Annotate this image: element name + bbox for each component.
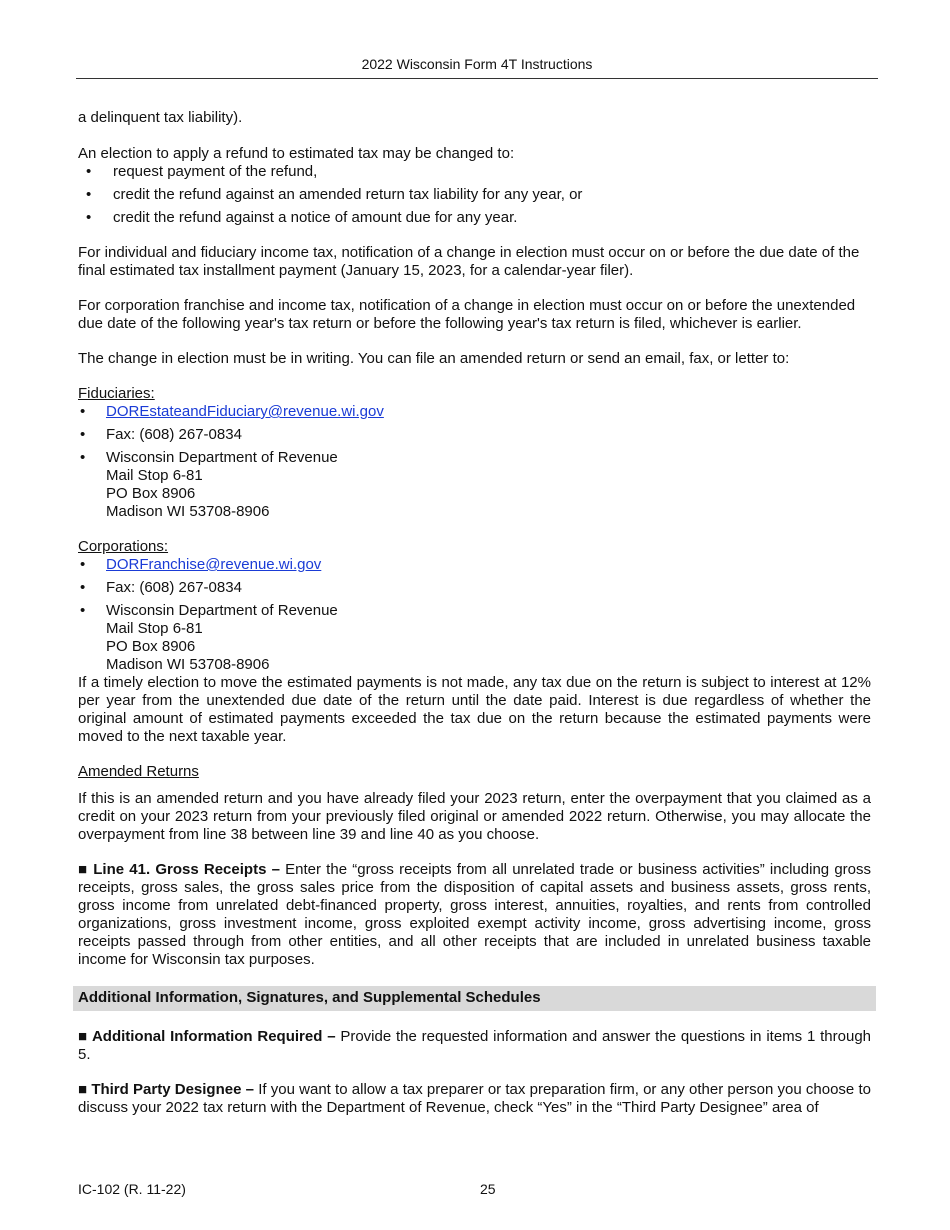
- address-line: Madison WI 53708-8906: [106, 656, 270, 673]
- line41-text: Enter the “gross receipts from all unrelated trade or business activities” including gross receipts, gross sales, the gross sales price from the disposition of capital assets and business assets, gross rents, gross income from unrelated debt-financed property, gross interest, annuities, royalties, and rents from controlled organizations, gross investment income, gross exploited exempt activity income, gross advertising income, gross receipts passed through from other entities, and all other receipts that are included in unrelated business taxable income for Wisconsin tax purposes.: [78, 861, 872, 968]
- third-party-label: ■ Third Party Designee –: [78, 1081, 254, 1098]
- third-party-paragraph: [78, 1081, 871, 1117]
- address-line: Madison WI 53708-8906: [106, 503, 270, 520]
- list-item: • request payment of the refund,: [78, 163, 871, 181]
- header-divider: [76, 78, 878, 79]
- list-item: • Fax: (608) 267-0834: [78, 426, 871, 444]
- election-intro: An election to apply a refund to estimated tax may be changed to:: [78, 145, 515, 162]
- fiduciaries-contact-list: [78, 403, 871, 521]
- page-number: 25: [480, 1181, 496, 1197]
- address-line: PO Box 8906: [106, 485, 196, 502]
- list-item: • credit the refund against a notice of amount due for any year.: [78, 209, 871, 227]
- corporations-email-link[interactable]: DORFranchise@revenue.wi.gov: [106, 556, 322, 573]
- corporation-paragraph: For corporation franchise and income tax, notification of a change in election must occur on or before the unextended due date of the following year's tax return or before the following year's tax return is filed, whichever is earlier.: [78, 297, 856, 332]
- list-item: [78, 602, 871, 674]
- amended-returns-heading: Amended Returns: [78, 763, 199, 780]
- individual-paragraph: For individual and fiduciary income tax, notification of a change in election must occur on or before the due date of the final estimated tax installment payment (January 15, 2023, for a calendar-year filer).: [78, 244, 860, 279]
- additional-info-paragraph: [78, 1028, 871, 1064]
- additional-info-text: Provide the requested information and answer the questions in items 1 through 5.: [78, 1028, 871, 1063]
- address-line: • Wisconsin Department of Revenue: [106, 449, 338, 466]
- list-item: • Fax: (608) 267-0834: [78, 579, 871, 597]
- additional-info-label: ■ Additional Information Required –: [78, 1028, 336, 1045]
- line41-label: ■ Line 41. Gross Receipts –: [78, 861, 280, 878]
- writing-paragraph: The change in election must be in writing. You can file an amended return or send an email, fax, or letter to:: [78, 350, 790, 367]
- fiduciaries-heading: Fiduciaries:: [78, 385, 155, 402]
- third-party-text: If you want to allow a tax preparer or tax preparation firm, or any other person you choose to discuss your 2022 tax return with the Department of Revenue, check “Yes” in the “Third Party Designee” area of: [78, 1081, 871, 1116]
- corporations-heading: Corporations:: [78, 538, 169, 555]
- address-line: • Wisconsin Department of Revenue: [106, 602, 338, 619]
- list-item: [78, 403, 871, 421]
- address-line: Mail Stop 6-81: [106, 620, 203, 637]
- corporations-contact-list: [78, 556, 871, 674]
- amended-returns-paragraph: If this is an amended return and you have already filed your 2023 return, enter the overpayment that you claimed as a credit on your 2023 return from your previously filed original or amended 2022 return. Otherwise, you may allocate the overpayment from line 38 between line 39 and line 40 as you choose.: [78, 790, 871, 843]
- intro-fragment: a delinquent tax liability).: [78, 109, 243, 126]
- fiduciaries-email-link[interactable]: DOREstateandFiduciary@revenue.wi.gov: [106, 403, 384, 420]
- line41-paragraph: [78, 861, 871, 969]
- address-line: PO Box 8906: [106, 638, 196, 655]
- list-item: • credit the refund against an amended return tax liability for any year, or: [78, 186, 871, 204]
- list-item: [78, 556, 871, 574]
- list-item: [78, 449, 871, 521]
- document-body: [78, 109, 871, 1117]
- section-heading-bar: Additional Information, Signatures, and Supplemental Schedules: [73, 986, 876, 1011]
- form-code: IC-102 (R. 11-22): [78, 1181, 186, 1197]
- address-line: Mail Stop 6-81: [106, 467, 203, 484]
- page-header-title: 2022 Wisconsin Form 4T Instructions: [361, 56, 593, 72]
- election-options-list: [78, 163, 871, 227]
- timely-election-paragraph: If a timely election to move the estimated payments is not made, any tax due on the return is subject to interest at 12% per year from the unextended due date of the return until the date paid. Interest is due regardless of whether the original amount of estimated payments exceeded the tax due on the return because the estimated payments were moved to the next taxable year.: [78, 674, 871, 745]
